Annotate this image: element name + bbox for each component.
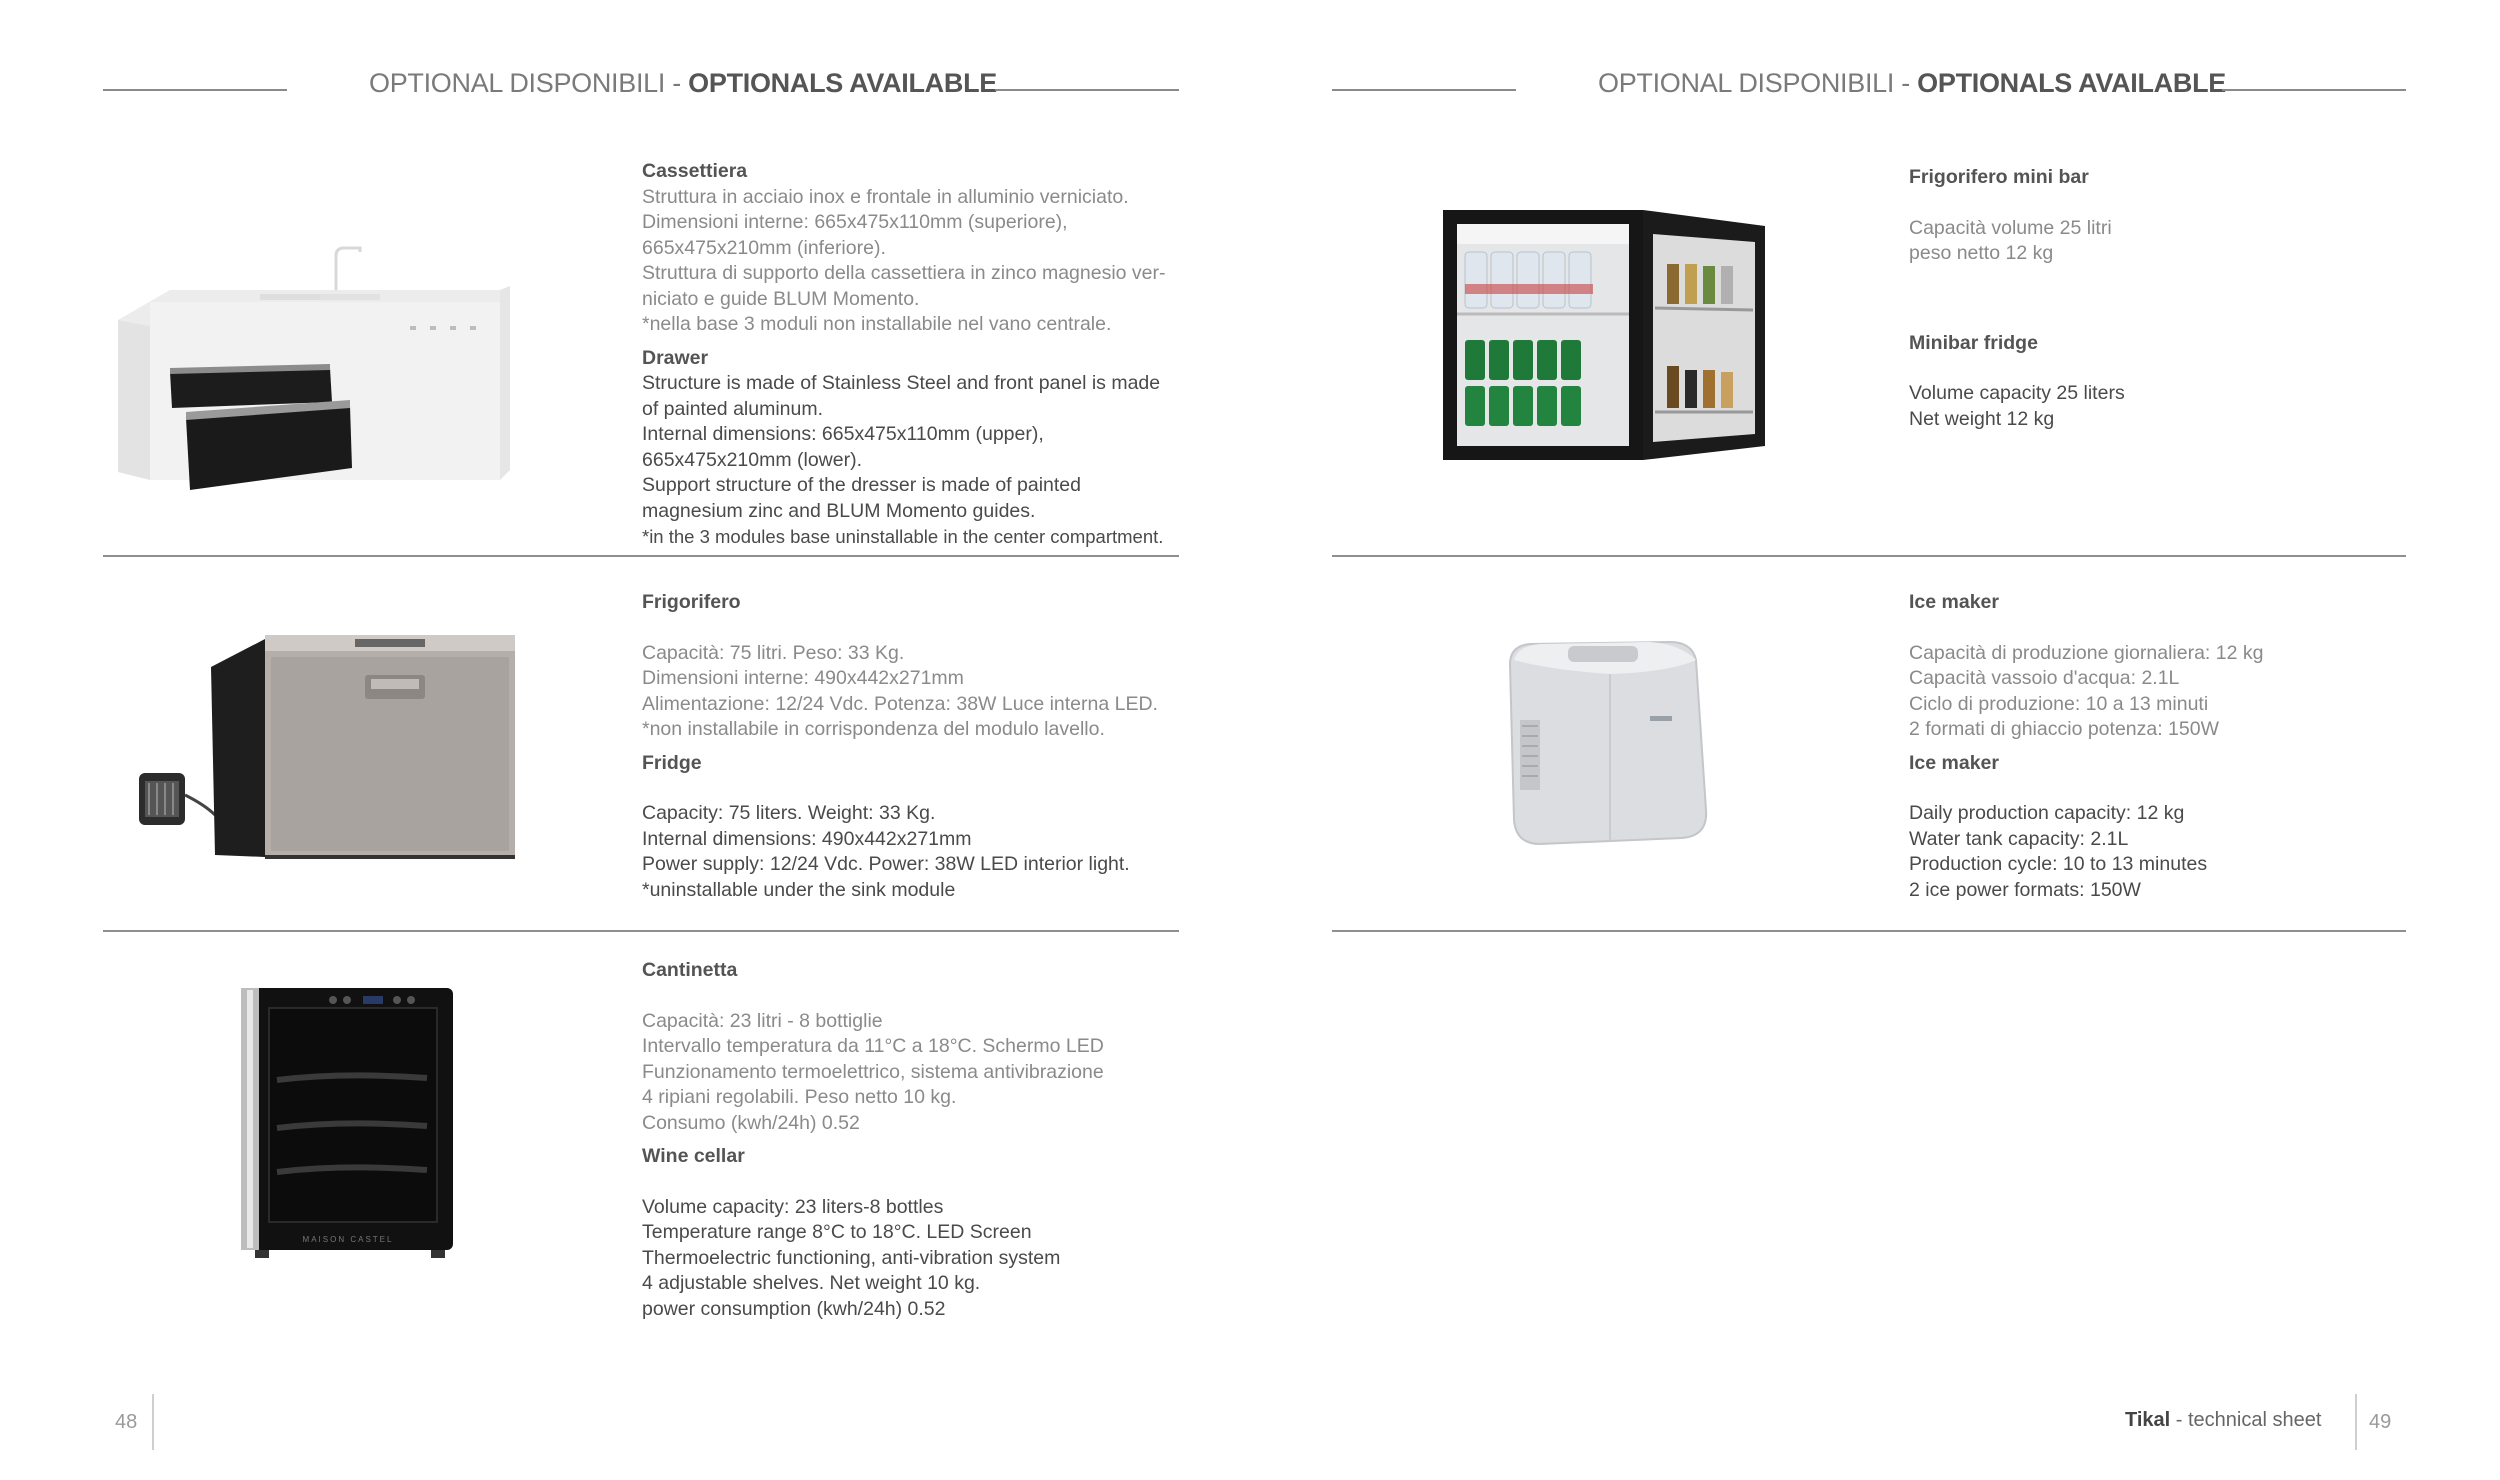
minibar-en-title: Minibar fridge — [1909, 331, 2038, 354]
wine-cellar-en-line: Thermoelectric functioning, anti-vibration system — [642, 1246, 1061, 1269]
section-divider — [103, 555, 1179, 557]
cassettiera-it-line: *nella base 3 moduli non installabile nel vano centrale. — [642, 313, 1112, 335]
cantinetta-it-title: Cantinetta — [642, 959, 738, 981]
icemaker-it-line: 2 formati di ghiaccio potenza: 150W — [1909, 718, 2220, 740]
fridge-en-line: Capacity: 75 liters. Weight: 33 Kg. — [642, 802, 936, 824]
footer-divider-right — [2355, 1394, 2357, 1450]
footer-brand-name: Tikal — [2125, 1409, 2171, 1431]
fridge-en-title: Fridge — [642, 751, 702, 774]
cassettiera-it-line: Dimensioni interne: 665x475x110mm (superiore), — [642, 211, 1068, 233]
header-rule-right-a — [1332, 89, 1516, 91]
header-title-left — [369, 68, 997, 99]
wine-cellar-en-line: 4 adjustable shelves. Net weight 10 kg. — [642, 1272, 981, 1294]
icemaker-it-line: Capacità vassoio d'acqua: 2.1L — [1909, 667, 2180, 689]
icemaker-en-line: 2 ice power formats: 150W — [1909, 878, 2141, 901]
drawer-en-title: Drawer — [642, 346, 709, 369]
cassettiera-it-line: Struttura in acciaio inox e frontale in alluminio verniciato. — [642, 185, 1129, 208]
cantinetta-it-line: Intervallo temperatura da 11°C a 18°C. Schermo LED — [642, 1035, 1104, 1057]
minibar-text — [1909, 165, 2125, 432]
wine-cellar-en-title: Wine cellar — [642, 1145, 745, 1167]
cassettiera-it-line: 665x475x210mm (inferiore). — [642, 236, 886, 259]
drawer-cabinet-image — [110, 240, 510, 500]
minibar-it-line: Capacità volume 25 litri — [1909, 216, 2112, 239]
icemaker-en-line: Production cycle: 10 to 13 minutes — [1909, 853, 2208, 875]
icemaker-it-title: Ice maker — [1909, 591, 1999, 613]
cantinetta-it-line: Consumo (kwh/24h) 0.52 — [642, 1111, 860, 1134]
drawer-en-line: of painted aluminum. — [642, 397, 824, 420]
fridge-en-line: Power supply: 12/24 Vdc. Power: 38W LED interior light. — [642, 853, 1130, 875]
header-rule-right-b — [2222, 89, 2406, 91]
icemaker-text — [1909, 590, 2263, 903]
frigorifero-text — [642, 590, 1158, 903]
icemaker-en-line: Water tank capacity: 2.1L — [1909, 827, 2129, 850]
header-title-right — [1598, 68, 2226, 99]
frigorifero-it-line: Alimentazione: 12/24 Vdc. Potenza: 38W Luce interna LED. — [642, 692, 1158, 715]
icemaker-en-line: Daily production capacity: 12 kg — [1909, 802, 2185, 824]
minibar-fridge-image — [1405, 180, 1785, 500]
frigorifero-it-line: *non installabile in corrispondenza del modulo lavello. — [642, 718, 1105, 740]
cassettiera-it-line: Struttura di supporto della cassettiera in zinco magnesio ver- — [642, 262, 1166, 284]
fridge-drawer-image — [115, 595, 545, 895]
cassettiera-text — [642, 159, 1166, 550]
header-title-right-light: OPTIONAL DISPONIBILI - — [1598, 68, 1918, 98]
cantinetta-it-line: Funzionamento termoelettrico, sistema antivibrazione — [642, 1060, 1104, 1083]
cassettiera-it-line: niciato e guide BLUM Momento. — [642, 287, 920, 310]
drawer-en-line: Support structure of the dresser is made of painted — [642, 474, 1081, 496]
page-number-left: 48 — [115, 1411, 138, 1433]
drawer-en-line: Internal dimensions: 665x475x110mm (upper), — [642, 423, 1044, 445]
cantinetta-it-line: 4 ripiani regolabili. Peso netto 10 kg. — [642, 1086, 957, 1108]
drawer-en-line: 665x475x210mm (lower). — [642, 448, 863, 471]
wine-cellar-brand-label: MAISON CASTEL — [302, 1235, 394, 1244]
section-divider — [1332, 930, 2406, 932]
drawer-en-line: Structure is made of Stainless Steel and front panel is made — [642, 372, 1161, 394]
minibar-it-title: Frigorifero mini bar — [1909, 166, 2089, 188]
header-title-right-bold: OPTIONALS AVAILABLE — [1917, 68, 2226, 98]
frigorifero-it-title: Frigorifero — [642, 591, 741, 613]
drawer-en-line: *in the 3 modules base uninstallable in the center compartment. — [642, 526, 1164, 547]
ice-maker-image — [1500, 630, 1720, 860]
cantinetta-text — [642, 958, 1104, 1322]
footer-brand — [2125, 1409, 2321, 1432]
minibar-en-line: Net weight 12 kg — [1909, 407, 2055, 430]
cassettiera-it-title: Cassettiera — [642, 160, 748, 182]
cantinetta-it-line: Capacità: 23 litri - 8 bottiglie — [642, 1009, 883, 1032]
page-number-right: 49 — [2369, 1411, 2392, 1433]
drawer-en-line: magnesium zinc and BLUM Momento guides. — [642, 499, 1036, 522]
header-rule-left-b — [995, 89, 1179, 91]
footer-brand-suffix: - technical sheet — [2170, 1409, 2322, 1431]
header-title-left-light: OPTIONAL DISPONIBILI - — [369, 68, 689, 98]
icemaker-it-line: Ciclo di produzione: 10 a 13 minuti — [1909, 692, 2209, 715]
wine-cellar-image — [165, 960, 525, 1300]
frigorifero-it-line: Capacità: 75 litri. Peso: 33 Kg. — [642, 641, 905, 664]
icemaker-en-title: Ice maker — [1909, 751, 1999, 774]
fridge-en-line: *uninstallable under the sink module — [642, 878, 956, 901]
wine-cellar-en-line: Temperature range 8°C to 18°C. LED Screen — [642, 1221, 1032, 1243]
section-divider — [103, 930, 1179, 932]
minibar-en-line: Volume capacity 25 liters — [1909, 382, 2125, 404]
minibar-it-line: peso netto 12 kg — [1909, 242, 2054, 264]
header-rule-left-a — [103, 89, 287, 91]
wine-cellar-en-line: power consumption (kwh/24h) 0.52 — [642, 1297, 946, 1320]
frigorifero-it-line: Dimensioni interne: 490x442x271mm — [642, 667, 964, 689]
wine-cellar-en-line: Volume capacity: 23 liters-8 bottles — [642, 1195, 944, 1218]
fridge-en-line: Internal dimensions: 490x442x271mm — [642, 827, 972, 850]
header-title-left-bold: OPTIONALS AVAILABLE — [688, 68, 997, 98]
icemaker-it-line: Capacità di produzione giornaliera: 12 kg — [1909, 641, 2264, 664]
section-divider — [1332, 555, 2406, 557]
footer-divider-left — [152, 1394, 154, 1450]
